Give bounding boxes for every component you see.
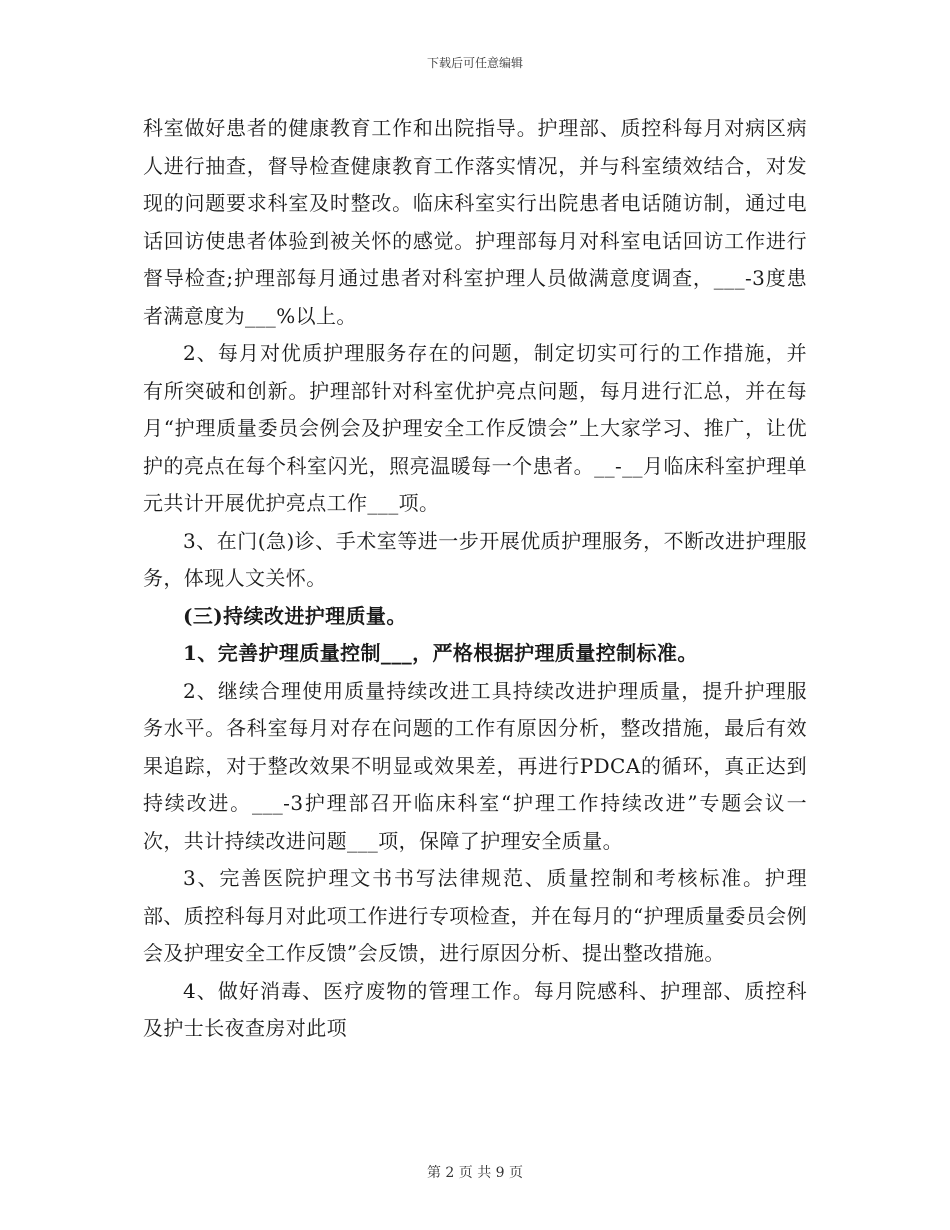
paragraph-2: 2、每月对优质护理服务存在的问题，制定切实可行的工作措施，并有所突破和创新。护理部针对科室优护亮点问题，每月进行汇总，并在每月“护理质量委员会例会及护理安全工作反馈会”上大家学习、推广，让优护的亮点在每个科室闪光，照亮温暖每一个患者。__-__月临床科室护理单元共计开展优护亮点工作___项。 — [143, 341, 807, 515]
paragraph-5: 3、完善医院护理文书书写法律规范、质量控制和考核标准。护理部、质控科每月对此项工作进行专项检查，并在每月的“护理质量委员会例会及护理安全工作反馈”会反馈，进行原因分析、提出整改措施。 — [143, 866, 807, 965]
document-body — [143, 110, 807, 1048]
paragraph-4: 2、继续合理使用质量持续改进工具持续改进护理质量，提升护理服务水平。各科室每月对存在问题的工作有原因分析，整改措施，最后有效果追踪，对于整改效果不明显或效果差，再进行PDCA的循环，真正达到持续改进。___-3护理部召开临床科室“护理工作持续改进”专题会议一次，共计持续改进问题___项，保障了护理安全质量。 — [143, 678, 807, 853]
paragraph-6: 4、做好消毒、医疗废物的管理工作。每月院感科、护理部、质控科及护士长夜查房对此项 — [143, 978, 807, 1040]
page-footer: 第 2 页 共 9 页 — [426, 1165, 524, 1181]
paragraph-bold-item-1: 1、完善护理质量控制___，严格根据护理质量控制标准。 — [183, 641, 698, 665]
section-heading: (三)持续改进护理质量。 — [183, 603, 407, 628]
page-header: 下载后可任意编辑 — [426, 56, 523, 70]
paragraph-1: 科室做好患者的健康教育工作和出院指导。护理部、质控科每月对病区病人进行抽查，督导检查健康教育工作落实情况，并与科室绩效结合，对发现的问题要求科室及时整改。临床科室实行出院患者电话随访制，通过电话回访使患者体验到被关怀的感觉。护理部每月对科室电话回访工作进行督导检查;护理部每月通过患者对科室护理人员做满意度调查，___-3度患者满意度为___%以上。 — [143, 116, 807, 328]
paragraph-3: 3、在门(急)诊、手术室等进一步开展优质护理服务，不断改进护理服务，体现人文关怀。 — [143, 528, 807, 590]
